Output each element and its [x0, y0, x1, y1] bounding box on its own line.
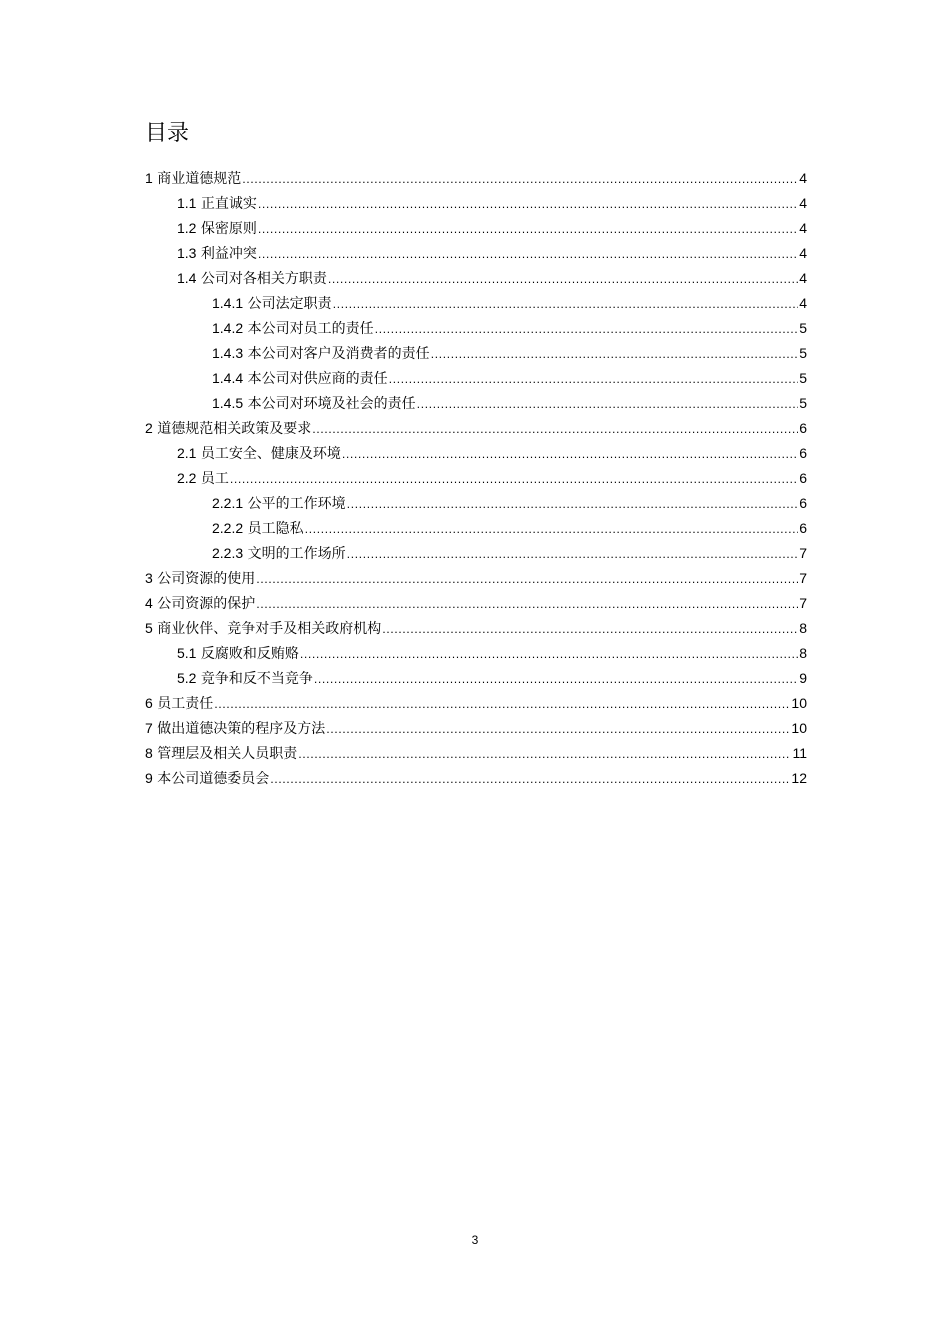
- toc-entry-page: 4: [799, 195, 807, 211]
- toc-entry-page: 12: [791, 770, 807, 786]
- toc-entry-number: 8: [145, 745, 153, 761]
- toc-entry[interactable]: [212, 541, 807, 566]
- toc-title: 目录: [145, 121, 190, 146]
- toc-entry-number: 2.2.2: [212, 520, 244, 536]
- toc-entry[interactable]: [212, 391, 807, 416]
- toc-entry-text: 文明的工作场所: [247, 546, 346, 562]
- toc-entry-text: 公司资源的使用: [157, 571, 256, 587]
- toc-entry-page: 7: [799, 595, 807, 611]
- toc-entry-label: [212, 291, 332, 317]
- toc-entry[interactable]: [212, 366, 807, 391]
- toc-entry-page: 5: [799, 370, 807, 386]
- toc-entry-number: 1.2: [177, 220, 197, 236]
- toc-entry-label: [212, 341, 430, 367]
- toc-entry[interactable]: [145, 166, 807, 191]
- toc-entry-text: 公司法定职责: [247, 296, 332, 312]
- toc-entry-number: 5.2: [177, 670, 197, 686]
- toc-entry-label: [212, 391, 416, 417]
- toc-entry-label: [212, 541, 346, 567]
- toc-entry-label: [145, 766, 269, 792]
- toc-dot-leader: [312, 417, 798, 442]
- toc-entry-text: 本公司对员工的责任: [247, 321, 374, 337]
- toc-dot-leader: [347, 492, 799, 517]
- toc-entry-page: 8: [799, 620, 807, 636]
- toc-entry-label: [212, 491, 346, 517]
- page-number: 3: [471, 1233, 479, 1247]
- toc-entry[interactable]: [177, 216, 807, 241]
- toc-entry-number: 1.4: [177, 270, 197, 286]
- toc-entry[interactable]: [177, 466, 807, 491]
- toc-entry-page: 4: [799, 270, 807, 286]
- toc-entry-page: 11: [792, 745, 807, 761]
- toc-entry[interactable]: [212, 491, 807, 516]
- toc-entry-page: 5: [799, 345, 807, 361]
- toc-entry-label: [145, 566, 255, 592]
- toc-entry[interactable]: [177, 191, 807, 216]
- toc-entry-label: [145, 741, 297, 767]
- toc-entry-page: 6: [799, 445, 807, 461]
- toc-entry-text: 员工: [200, 471, 229, 487]
- toc-entry-text: 员工隐私: [247, 521, 304, 537]
- toc-entry-number: 2.2: [177, 470, 197, 486]
- toc-entry[interactable]: [212, 316, 807, 341]
- toc-entry-number: 5.1: [177, 645, 197, 661]
- toc-entry-page: 6: [799, 495, 807, 511]
- toc-entry-text: 公平的工作环境: [247, 496, 346, 512]
- toc-entry-label: [177, 191, 257, 217]
- toc-dot-leader: [342, 442, 798, 467]
- toc-entry-label: [177, 441, 341, 467]
- toc-entry[interactable]: [177, 266, 807, 291]
- toc-dot-leader: [258, 242, 798, 267]
- toc-entry-label: [145, 591, 255, 617]
- toc-entry-label: [177, 216, 257, 242]
- toc-dot-leader: [300, 642, 798, 667]
- toc-entry[interactable]: [145, 741, 807, 766]
- toc-entry-number: 1.3: [177, 245, 197, 261]
- toc-entry-page: 5: [799, 320, 807, 336]
- toc-entry-page: 6: [799, 520, 807, 536]
- toc-entry-number: 2.1: [177, 445, 197, 461]
- toc-entry[interactable]: [145, 616, 807, 641]
- toc-entry-page: 6: [799, 470, 807, 486]
- toc-entry-page: 6: [799, 420, 807, 436]
- toc-entry-number: 1.4.3: [212, 345, 244, 361]
- toc-entry-number: 3: [145, 570, 153, 586]
- toc-entry-label: [145, 616, 381, 642]
- toc-entry-text: 本公司对客户及消费者的责任: [247, 346, 430, 362]
- toc-entry[interactable]: [212, 516, 807, 541]
- toc-entry-text: 公司对各相关方职责: [200, 271, 327, 287]
- toc-entry-page: 8: [799, 645, 807, 661]
- toc-entry-text: 保密原则: [200, 221, 257, 237]
- toc-entry[interactable]: [177, 666, 807, 691]
- toc-entry-page: 4: [799, 245, 807, 261]
- toc-entry-number: 1.4.4: [212, 370, 244, 386]
- toc-entry-label: [177, 641, 299, 667]
- toc-entry[interactable]: [177, 441, 807, 466]
- toc-entry-text: 做出道德决策的程序及方法: [157, 721, 326, 737]
- toc-entry-text: 本公司对供应商的责任: [247, 371, 388, 387]
- toc-dot-leader: [328, 267, 798, 292]
- toc-dot-leader: [417, 392, 799, 417]
- toc-entry[interactable]: [145, 716, 807, 741]
- toc-entry[interactable]: [145, 566, 807, 591]
- toc-entry-page: 7: [799, 545, 807, 561]
- toc-entry-number: 2: [145, 420, 153, 436]
- toc-entry-page: 4: [799, 220, 807, 236]
- toc-entry-label: [177, 666, 313, 692]
- toc-entry[interactable]: [145, 691, 807, 716]
- toc-entry-page: 9: [799, 670, 807, 686]
- toc-entry-label: [177, 241, 257, 267]
- toc-entry-page: 5: [799, 395, 807, 411]
- toc-entry-label: [145, 691, 213, 717]
- toc-entry-label: [145, 166, 241, 192]
- toc-dot-leader: [258, 192, 798, 217]
- toc-entry[interactable]: [145, 416, 807, 441]
- toc-dot-leader: [242, 167, 798, 192]
- toc-dot-leader: [214, 692, 790, 717]
- toc-entry-page: 4: [799, 170, 807, 186]
- toc-dot-leader: [347, 542, 799, 567]
- toc-entry-text: 商业伙伴、竞争对手及相关政府机构: [157, 621, 382, 637]
- toc-entry-text: 竞争和反不当竞争: [200, 671, 313, 687]
- toc-entry-text: 商业道德规范: [157, 171, 242, 187]
- toc-entry-number: 7: [145, 720, 153, 736]
- toc-entry-page: 4: [799, 295, 807, 311]
- toc-dot-leader: [389, 367, 799, 392]
- toc-dot-leader: [431, 342, 799, 367]
- toc-entry-text: 利益冲突: [200, 246, 257, 262]
- toc-entry-number: 2.2.3: [212, 545, 244, 561]
- toc-entry-label: [212, 316, 374, 342]
- toc-entry-number: 5: [145, 620, 153, 636]
- toc-dot-leader: [314, 667, 798, 692]
- toc-dot-leader: [375, 317, 799, 342]
- toc-entry[interactable]: [177, 641, 807, 666]
- toc-entry-text: 员工安全、健康及环境: [200, 446, 341, 462]
- toc-entry-text: 员工责任: [157, 696, 214, 712]
- toc-entry-page: 7: [799, 570, 807, 586]
- toc-dot-leader: [256, 567, 798, 592]
- toc-dot-leader: [258, 217, 798, 242]
- toc-entry-label: [212, 516, 304, 542]
- toc-entry-number: 1.1: [177, 195, 197, 211]
- toc-dot-leader: [333, 292, 799, 317]
- toc-entry-label: [145, 716, 325, 742]
- toc-entry[interactable]: [212, 291, 807, 316]
- toc-dot-leader: [305, 517, 799, 542]
- toc-dot-leader: [326, 717, 790, 742]
- toc-entry-text: 正直诚实: [200, 196, 257, 212]
- toc-entry[interactable]: [177, 241, 807, 266]
- toc-entry-page: 10: [791, 720, 807, 736]
- toc-entry-number: 9: [145, 770, 153, 786]
- toc-dot-leader: [298, 742, 791, 767]
- toc-entry[interactable]: [145, 766, 807, 791]
- toc-entry-label: [212, 366, 388, 392]
- toc-dot-leader: [256, 592, 798, 617]
- toc-entry-text: 公司资源的保护: [157, 596, 256, 612]
- toc-entry-number: 1.4.2: [212, 320, 244, 336]
- toc-entry-text: 管理层及相关人员职责: [157, 746, 298, 762]
- toc-entry-number: 2.2.1: [212, 495, 244, 511]
- toc-entry-text: 道德规范相关政策及要求: [157, 421, 312, 437]
- toc-dot-leader: [230, 467, 798, 492]
- toc-entry-number: 1: [145, 170, 153, 186]
- toc-entry-number: 1.4.5: [212, 395, 244, 411]
- toc-list: [0, 166, 950, 791]
- toc-entry-page: 10: [791, 695, 807, 711]
- toc-entry[interactable]: [145, 591, 807, 616]
- toc-dot-leader: [382, 617, 798, 642]
- toc-entry-number: 1.4.1: [212, 295, 244, 311]
- toc-entry-text: 反腐败和反贿赂: [200, 646, 299, 662]
- toc-entry[interactable]: [212, 341, 807, 366]
- toc-entry-label: [177, 466, 229, 492]
- toc-entry-label: [145, 416, 311, 442]
- toc-entry-number: 6: [145, 695, 153, 711]
- toc-entry-label: [177, 266, 327, 292]
- toc-entry-text: 本公司道德委员会: [157, 771, 270, 787]
- toc-entry-text: 本公司对环境及社会的责任: [247, 396, 416, 412]
- toc-dot-leader: [270, 767, 790, 792]
- toc-entry-number: 4: [145, 595, 153, 611]
